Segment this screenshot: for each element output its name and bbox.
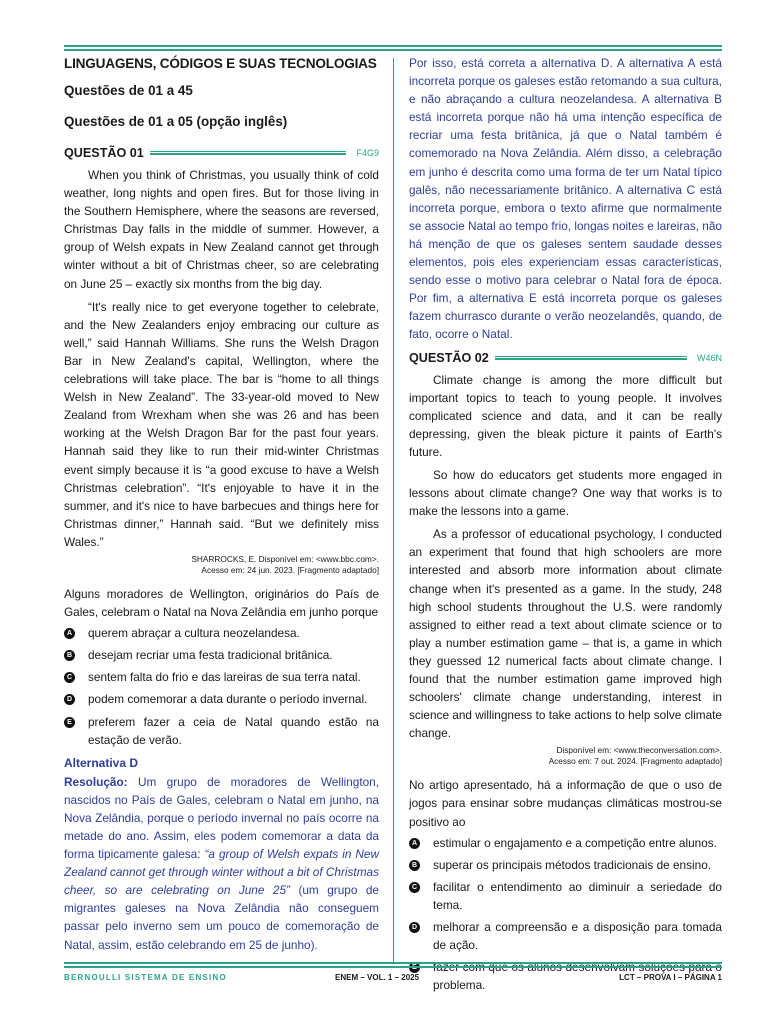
option-text: desejam recriar uma festa tradicional britânica. (88, 648, 333, 663)
resolution-quote: “a group of Welsh expats in New Zealand cannot get through winter without a bit of Christmas cheer, so are celebrating on June 25” (64, 847, 379, 898)
column-divider (393, 58, 394, 962)
right-column (409, 54, 722, 998)
q2-option-c[interactable] (409, 878, 722, 914)
option-e-badge: E (64, 717, 75, 728)
q1-paragraph-2: “It's really nice to get everyone together to celebrate, and the New Zealanders enjoy embracing our culture as well,” said Hannah Williams. She runs the Welsh Dragon Bar in New Zealand's capital, Wellington, where the celebrations will take place. The bar is “home to all things Welsh in New Zealand”. The 33-year-old moved to New Zealand from Wrexham when she was 26 and has been working at the Welsh Dragon Bar for the past four years. Hannah said they like to run their mid-winter Christmas event simply because it is “a good excuse to have a Welsh Christmas celebration”. “It's enjoyable to have it in the summer, and it's nice to have barbecues and things here for Christmas dinner,” Hannah said. “But we definitely miss Wales.” (64, 299, 379, 549)
question-02-code: W46N (696, 352, 722, 363)
q2-option-d[interactable] (409, 918, 722, 954)
q2-paragraph-1: Climate change is among the more difficult but important topics to teach to young people. It involves complicated science and data, and it can be really depressing, given the bleak picture it paints of Earth's future. (409, 372, 722, 459)
top-rule (64, 45, 722, 51)
option-text: podem comemorar a data durante o período invernal. (88, 692, 368, 707)
option-text: querem abraçar a cultura neozelandesa. (88, 626, 300, 641)
option-text: superar os principais métodos tradicionais de ensino. (433, 857, 712, 872)
q2-stem: No artigo apresentado, há a informação de que o uso de jogos para ensinar sobre mudanças climáticas mostrou-se positivo ao (409, 778, 722, 829)
option-text: sentem falta do frio e das lareiras de sua terra natal. (88, 670, 361, 685)
footer-edition: ENEM – VOL. 1 – 2025 (335, 973, 420, 982)
option-text: facilitar o entendimento ao diminuir a seriedade do tema. (433, 879, 722, 912)
q2-options (409, 834, 722, 995)
q1-option-e[interactable] (64, 713, 379, 749)
question-01-rule (150, 151, 347, 155)
section-title: LINGUAGENS, CÓDIGOS E SUAS TECNOLOGIAS (64, 56, 377, 71)
q1-options (64, 624, 379, 749)
question-02-header (409, 350, 722, 366)
q2-source-line-1: Disponível em: <www.theconversation.com>. (556, 745, 722, 756)
option-b-badge: B (64, 650, 75, 661)
option-d-badge: D (409, 922, 420, 933)
option-text: estimular o engajamento e a competição entre alunos. (433, 835, 717, 850)
option-text: melhorar a compreensão e a disposição para tomada de ação. (433, 920, 722, 953)
question-01-header (64, 145, 379, 161)
q1-source-line-2: Acesso em: 24 jun. 2023. [Fragmento adaptado] (201, 564, 379, 575)
q1-option-b[interactable] (64, 646, 379, 664)
resolution-label: Resolução: (64, 774, 128, 789)
option-e-badge: E (409, 962, 420, 973)
q1-option-a[interactable] (64, 624, 379, 642)
option-a-badge: A (64, 628, 75, 639)
question-01-code: F4G9 (356, 148, 379, 158)
questions-range: Questões de 01 a 45 (64, 83, 193, 98)
q1-option-c[interactable] (64, 668, 379, 686)
footer-brand: BERNOULLI SISTEMA DE ENSINO (64, 973, 227, 982)
option-a-badge: A (409, 838, 420, 849)
q2-paragraph-3: As a professor of educational psychology, I conducted an experiment that found that high schoolers are more interested and absorb more information about climate change when it's presented as a game. In the study, 248 high school students throughout the U.S. were randomly assigned to either read a text about climate science or to play a number estimation game – that is, a game in which they guessed 12 numerical facts about climate change. I found that the number estimation game improved high schoolers' climate change understanding, interest in science and willingness to take actions to help solve climate change. (409, 527, 722, 741)
q1-paragraph-1: When you think of Christmas, you usually think of cold weather, long nights and open fires. But for those living in the Southern Hemisphere, where the seasons are reversed, Christmas Day falls in the middle of summer. However, a group of Welsh expats in New Zealand cannot get through winter without a bit of Christmas cheer, so are celebrating on June 25 – exactly six months from the big day. (64, 168, 379, 291)
left-column (64, 54, 379, 954)
option-b-badge: B (409, 860, 420, 871)
option-text: preferem fazer a ceia de Natal quando estão na estação de verão. (88, 714, 379, 747)
q1-resolution-continued: Por isso, está correta a alternativa D. A alternativa A está incorreta porque os galeses estão retomando a sua cultura, e não abraçando a cultura neozelandesa. A alternativa B está incorreta porque não há uma intenção específica de recriar uma festa britânica, já que o Natal também é comemorado na Nova Zelândia. Além disso, a celebração em junho é descrita como uma forma de ter um Natal típico galês, não necessariamente britânico. A alternativa C está incorreta porque, embora o texto afirme que normalmente se associe Natal ao tempo frio, longas noites e lareiras, não há menção de que os galeses sentem saudade desses elementos, pois eles experienciam essas características, sendo esse o motivo para celebrar o Natal fora de época. Por fim, a alternativa E está incorreta porque os galeses fazem churrasco durante o verão neozelandês, quando, de fato, ocorre o Natal. (409, 56, 722, 342)
bottom-rule (64, 962, 722, 968)
q1-source-line-1: SHARROCKS, E. Disponível em: <www.bbc.com>. (191, 553, 379, 564)
option-d-badge: D (64, 694, 75, 705)
option-c-badge: C (409, 882, 420, 893)
question-02-rule (495, 356, 687, 360)
q1-option-d[interactable] (64, 690, 379, 708)
resolution-part-1: Um grupo de moradores de Wellington, nascidos no País de Gales, celebram o Natal em junho, na Nova Zelândia, porque o período invernal no país ocorre na metade do ano. Assim, eles podem comemorar a data da forma tipicamente galesa: (64, 774, 379, 862)
q1-stem: Alguns moradores de Wellington, originários do País de Gales, celebram o Natal na Nova Zelândia em junho porque (64, 586, 379, 620)
option-text: fazer com que os alunos desenvolvam soluções para o problema. (433, 960, 722, 993)
q1-source (64, 554, 379, 576)
footer-page: LCT – PROVA I – PÁGINA 1 (619, 973, 722, 982)
english-range: Questões de 01 a 05 (opção inglês) (64, 114, 288, 129)
q2-source (409, 745, 722, 767)
q1-resolution (64, 773, 379, 954)
q2-option-a[interactable] (409, 834, 722, 852)
q1-answer: Alternativa D (64, 755, 139, 770)
q2-paragraph-2: So how do educators get students more engaged in lessons about climate change? One way that works is to make the lessons into a game. (409, 467, 722, 519)
option-c-badge: C (64, 672, 75, 683)
q2-source-line-2: Acesso em: 7 out. 2024. [Fragmento adaptado] (548, 756, 722, 767)
q2-option-b[interactable] (409, 856, 722, 874)
question-01-label: QUESTÃO 01 (64, 146, 144, 160)
question-02-label: QUESTÃO 02 (409, 350, 489, 365)
resolution-part-2: (um grupo de migrantes galeses na Nova Zelândia não conseguem passar pelo inverno sem um pouco de comemoração de Natal, assim, estão celebrando em 25 de junho). (64, 883, 379, 952)
